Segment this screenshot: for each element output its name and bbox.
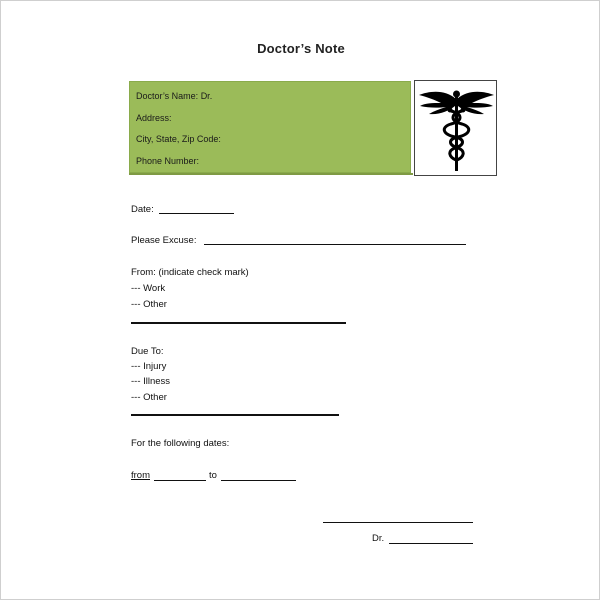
page-title: Doctor’s Note <box>257 41 345 56</box>
from-other-field-line[interactable] <box>131 322 346 324</box>
please-excuse-label: Please Excuse: <box>131 235 197 246</box>
header-divider <box>129 173 413 175</box>
signature-field-line[interactable] <box>323 522 473 523</box>
following-dates-label: For the following dates: <box>131 438 230 449</box>
due-option-injury: --- Injury <box>131 361 167 372</box>
excuse-field-line[interactable] <box>204 244 466 245</box>
doctor-name-label: Doctor’s Name: Dr. <box>136 91 213 101</box>
doctor-info-box <box>129 81 411 173</box>
to-date-field-line[interactable] <box>221 480 296 481</box>
from-date-label: from <box>131 470 150 481</box>
due-to-heading: Due To: <box>131 346 164 357</box>
logo-box <box>414 80 497 176</box>
from-heading: From: (indicate check mark) <box>131 267 249 278</box>
doctor-signature-label: Dr. <box>372 533 385 544</box>
address-label: Address: <box>136 112 172 123</box>
caduceus-icon <box>415 81 498 177</box>
date-label: Date: <box>131 204 154 215</box>
from-option-work: --- Work <box>131 283 166 294</box>
date-field-line[interactable] <box>159 213 234 214</box>
due-other-field-line[interactable] <box>131 414 339 416</box>
doctor-name-field-line[interactable] <box>389 543 473 544</box>
to-date-label: to <box>209 470 217 481</box>
city-state-zip-label: City, State, Zip Code: <box>136 134 221 144</box>
from-option-other: --- Other <box>131 299 167 310</box>
phone-label: Phone Number: <box>136 155 200 166</box>
due-option-other: --- Other <box>131 392 167 403</box>
due-option-illness: --- Illness <box>131 376 171 387</box>
from-date-field-line[interactable] <box>154 480 206 481</box>
